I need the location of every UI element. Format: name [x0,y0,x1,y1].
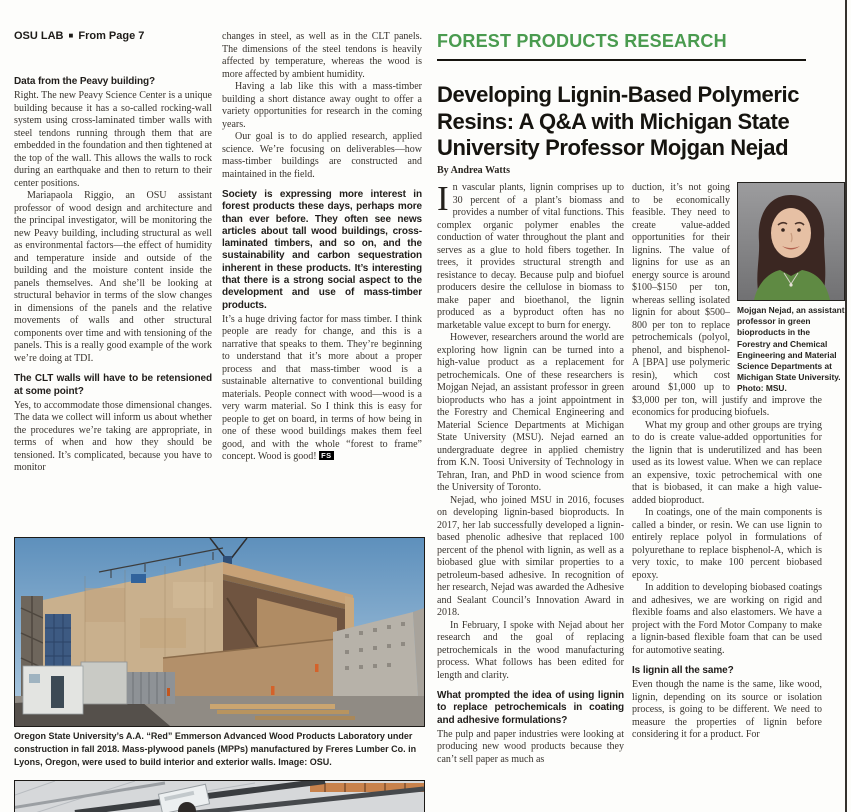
end-of-story-marker: FS [321,451,332,461]
question-heading: The CLT walls will have to be retensioned at some point? [14,373,212,397]
masthead-from-page: From Page 7 [78,30,145,42]
byline: By Andrea Watts [437,165,510,176]
left-article-column-2 [222,31,422,464]
masthead-label: OSU LAB [14,30,64,42]
paragraph: However, researchers around the world are exploring how lignin can be turned into a high-value product as a replacement for petrochemicals. One of these researchers is Mojgan Nejad, an assistant professor in green bioproducts who has a joint appointment in the Forestry and Chemical Engineering and Material Science Departments at Michigan State University (MSU). Nejad earned an undergraduate degree in applied chemistry from K.N. Toosi University of Technology in Tehran, Iran, and PhD in wood science from the University of Toronto. [437,332,624,493]
article-title [437,82,841,162]
paragraph: Even though the name is the same, like wood, lignin, depending on its source or isolation process, is going to be different. We need to measure the properties of lignin before considering it for a product. For [632,679,822,741]
paragraph [222,314,422,464]
headshot-illustration [738,183,844,300]
paragraph: Yes, to accommodate those dimensional changes. The data we collect will inform us about whether the procedures we’re taking are appropriate, in terms of when and how they should be tensioned. It’s complicated, because you have to monitor [14,399,212,474]
paragraph: In February, I spoke with Nejad about her research and the goal of replacing petrochemicals in the wood manufacturing process. What follows has been edited for length and clarity. [437,619,624,681]
paragraph: Nejad, who joined MSU in 2016, focuses on developing lignin-based bioproducts. In 2017, her lab successfully developed a lignin-based phenolic adhesive that replaced 100 percent of the phenol with lignin, as well as a biobased glue with similar properties to a petroleum-based adhesive. In recognition of her research, Nejad was awarded the Adhesive and Sealant Council’s Innovation Award in 2018. [437,494,624,618]
page-edge-rule [845,0,847,812]
feature-column-1 [437,182,624,812]
building-photo [14,537,425,727]
paragraph: In addition to developing biobased coatings and adhesives, we are working on rigid and flexible foams and also elastomers. We have a project with the Ford Motor Company to make a lignin-based flexible foam that can be used for automotive seating. [632,582,822,656]
paragraph-text: n vascular plants, lignin comprises up to 30 percent of a plant’s biomass and provides a number of vital functions. This complex organic polymer enables the conduction of water throughout the plant and serves as a glue to hold fibers together. In trees, it provides structural strength and resistance to decay. Because pulp and biofuel producers desire the cellulose in biomass to make paper and bioethanol, the lignin produced as a byproduct often has no marketable value except to burn for energy. [437,182,624,331]
paragraph: duction, it’s not going to be economically feasible. They need to create value-added opportunities for their lignins. The value of lignins for use as an energy source is around $100–$150 per ton, whereas selling isolated lignin for about $500–800 per ton to replace petrochemicals (polyol, phenol, and bisphenol-A [BPA] use polymeric resin), which cost around $1,000 up to $3,000 per ton, will justify and improve the economics for producing biofuels. [632,182,822,418]
building-photo-illustration [15,538,424,726]
paragraph: The pulp and paper industries were looking at producing new wood products because they can’t sell paper as much as [437,728,624,765]
question-heading: Data from the Peavy building? [14,76,156,87]
headshot-photo [737,182,845,301]
paragraph-text: It’s a huge driving factor for mass timber. I think people are ready for change, and this is a narrative that speaks to them. They’re beginning to understand that it’s more about a proper process and that mass-timber wood is a sustainable alternative to conventional building materials. People connect with wood—wood is a very warm material. So I think this is easy for people to get on board, in terms of how being in one of these wood buildings makes them feel good, and with the whole “forest to frame” concept. Wood is good! [222,313,422,463]
paragraph: Mariapaola Riggio, an OSU assistant professor of wood design and architecture and the principal investigator, will be monitoring the new Peavy building, including structural as well as environmental factors—the effect of humidity and temperature inside and outside of the building and the moisture content inside the panels themselves. And she’ll be looking at structural behavior in terms of the slow changes in dimensions of the panels and the relative movements of walls and other structural components over time and with tensioning of the panels. This is a really good example of the work we’re doing at TDI. [14,190,212,364]
article-title-line: University Professor Mojgan Nejad [437,135,789,160]
drop-cap: I [437,182,449,218]
question-heading: What prompted the idea of using lignin to replace petrochemicals in coating and adhesive formulations? [437,690,624,726]
headshot-caption: Mojgan Nejad, an assistant professor in green bioproducts in the Forestry and Chemical Engineering and Material Science Departments at Michigan State University. Photo: MSU. [737,305,845,394]
interior-photo-illustration [15,781,424,812]
paragraph [437,182,624,332]
paragraph: What my group and other groups are trying to do is create value-added opportunities for the lignin that is underutilized and has been used as its lowest value. When we can replace an expensive, toxic petrochemical with one that is biobased, it can make a high value-added bioproduct. [632,419,822,506]
masthead [14,30,144,42]
paragraph: Right. The new Peavy Science Center is a unique building because it has a so-called rocking-wall system using cross-laminated timber walls with steel tendons running through them that are embedded in the foundation and then tightened at the top of the wall. This allows the walls to rock during an earthquake and then to return to their center positions. [14,90,212,189]
building-photo-caption: Oregon State University’s A.A. “Red” Emmerson Advanced Wood Products Laboratory under construction in fall 2018. Mass-plywood panels (MPPs) manufactured by Freres Lumber Co. in Lyons, Oregon, were used to build interior and exterior walls. Image: OSU. [14,731,417,767]
question-heading: Is lignin all the same? [632,665,734,676]
headshot-block [737,182,845,395]
header-rule [437,59,806,61]
square-bullet-icon: ■ [68,31,74,40]
question-heading: Society is expressing more interest in forest products these days, perhaps more than ever before. They often see news articles about tall wood buildings, cross-laminated timbers, and so on, and the sustainability and carbon sequestration inherent in these products. It’s interesting that there is a strong social aspect to the development and use of mass-timber products. [222,189,422,311]
article-title-line: Developing Lignin-Based Polymeric [437,82,800,107]
paragraph: Having a lab like this with a mass-timber building a short distance away ought to offer a variety opportunities for research in the coming years. [222,81,422,130]
paragraph: Our goal is to do applied research, applied science. We’re focusing on deliverables—how mass-timber buildings are constructed and maintained in the field. [222,131,422,180]
left-article-column-1 [14,76,212,475]
interior-photo-partial [14,780,425,812]
paragraph: In coatings, one of the main components is called a binder, or resin. We can use lignin to entirely replace polyol in formulations of polyurethane to replace bisphenol-A, which is very toxic, to make 100 percent biobased epoxy. [632,507,822,581]
paragraph: changes in steel, as well as in the CLT panels. The dimensions of the steel tendons is heavily affected by temperature, whereas the wood is more affected by ambient humidity. [222,31,422,80]
section-header: FOREST PRODUCTS RESEARCH [437,31,727,51]
article-title-line: Resins: A Q&A with Michigan State [437,108,790,134]
